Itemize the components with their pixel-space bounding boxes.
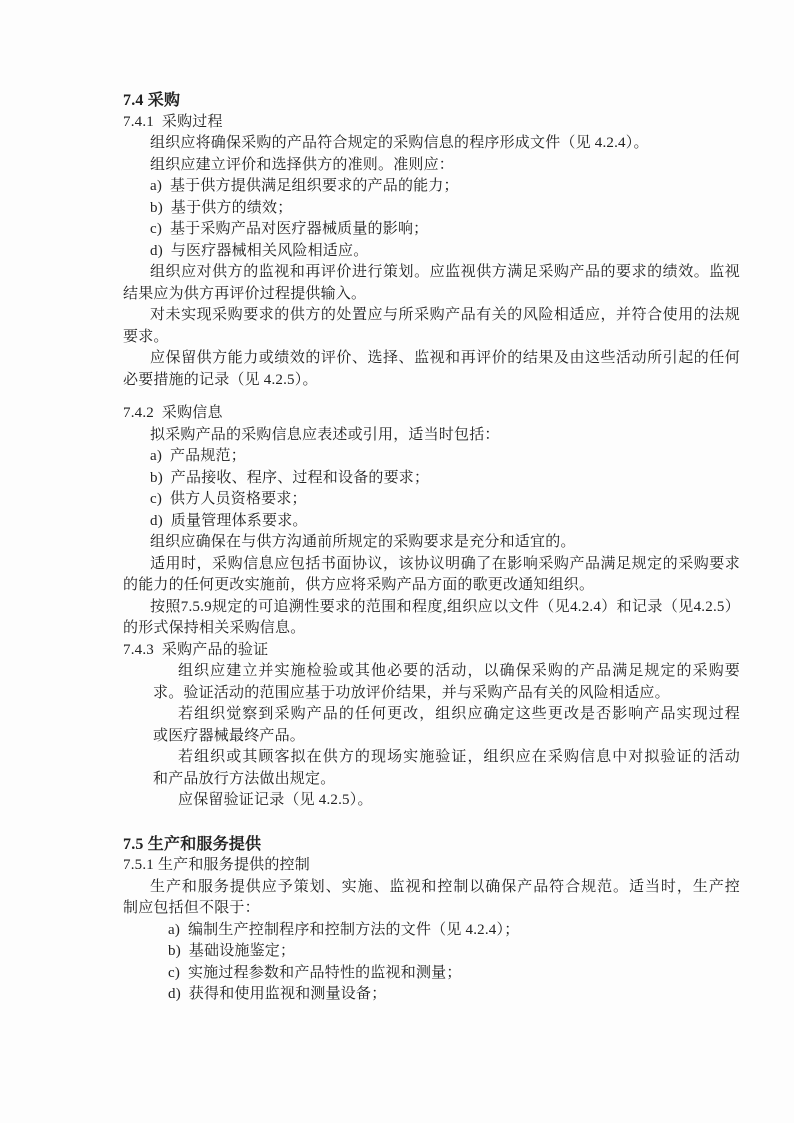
section-heading-7-4: 7.4 采购	[123, 92, 181, 109]
paragraph-line: 对未实现采购要求的供方的处置应与所采购产品有关的风险相适应，并符合使用的法规	[150, 307, 740, 323]
list-item-c: c) 实施过程参数和产品特性的监视和测量；	[168, 964, 462, 981]
paragraph-line: 组织应将确保采购的产品符合规定的采购信息的程序形成文件（见 4.2.4）。	[150, 135, 649, 151]
paragraph-line: 要求。	[123, 328, 169, 345]
subsection-heading-7-5-1: 7.5.1 生产和服务提供的控制	[123, 857, 310, 873]
list-item-a: a) 编制生产控制程序和控制方法的文件（见 4.2.4）；	[168, 921, 520, 938]
paragraph-line: 组织应建立并实施检验或其他必要的活动，以确保采购的产品满足规定的采购要	[178, 663, 740, 679]
list-item-b: b) 基础设施鉴定；	[168, 943, 296, 959]
paragraph-line: 适用时，采购信息应包括书面协议，该协议明确了在影响采购产品满足规定的采购要求	[150, 555, 740, 572]
paragraph-line: 结果应为供方再评价过程提供输入。	[123, 285, 367, 302]
list-item-b: b) 产品接收、程序、过程和设备的要求；	[150, 469, 430, 486]
section-heading-7-5: 7.5 生产和服务提供	[123, 835, 262, 853]
paragraph-line: 若组织觉察到采购产品的任何更改，组织应确定这些更改是否影响产品实现过程	[178, 706, 740, 722]
paragraph-line: 拟采购产品的采购信息应表述或引用，适当时包括：	[150, 426, 500, 443]
paragraph-line: 组织应建立评价和选择供方的准则。准则应：	[150, 156, 455, 173]
list-item-d: d) 质量管理体系要求。	[150, 512, 308, 529]
paragraph-line: 若组织或其顾客拟在供方的现场实施验证，组织应在采购信息中对拟验证的活动	[178, 749, 740, 765]
paragraph-line: 或医疗器械最终产品。	[153, 727, 306, 744]
list-item-c: c) 基于采购产品对医疗器械质量的影响；	[150, 221, 429, 237]
list-item-a: a) 产品规范；	[150, 448, 246, 464]
list-item-a: a) 基于供方提供满足组织要求的产品的能力；	[150, 178, 459, 194]
paragraph-line: 和产品放行方法做出规定。	[153, 770, 336, 787]
section-spacer	[123, 812, 740, 834]
paragraph-line: 的形式保持相关采购信息。	[123, 620, 306, 636]
subsection-heading-7-4-1: 7.4.1 采购过程	[123, 113, 223, 130]
paragraph-line: 制应包括但不限于：	[123, 900, 260, 916]
list-item-d: d) 获得和使用监视和测量设备；	[168, 986, 387, 1002]
paragraph-line: 求。验证活动的范围应基于功放评价结果，并与采购产品有关的风险相适应。	[153, 684, 670, 701]
paragraph-line: 应保留供方能力或绩效的评价、选择、监视和再评价的结果及由这些活动所引起的任何	[150, 350, 740, 366]
subsection-heading-7-4-3: 7.4.3 采购产品的验证	[123, 641, 269, 658]
paragraph-line: 必要措施的记录（见 4.2.5）。	[123, 371, 318, 388]
paragraph-line: 按照7.5.9规定的可追溯性要求的范围和程度,组织应以文件（见4.2.4）和记录（见4.2.5）	[150, 598, 740, 615]
paragraph-line: 的能力的任何更改实施前，供方应将采购产品方面的歌更改通知组织。	[123, 577, 595, 593]
list-item-d: d) 与医疗器械相关风险相适应。	[150, 242, 369, 259]
subsection-heading-7-4-2: 7.4.2 采购信息	[123, 405, 223, 421]
section-spacer	[123, 391, 740, 403]
paragraph-line: 组织应确保在与供方沟通前所规定的采购要求是充分和适宜的。	[150, 534, 576, 550]
list-item-b: b) 基于供方的绩效；	[150, 199, 293, 216]
paragraph-line: 生产和服务提供应予策划、实施、监视和控制以确保产品符合规范。适当时，生产控	[150, 878, 740, 895]
list-item-c: c) 供方人员资格要求；	[150, 491, 307, 507]
paragraph-line: 应保留验证记录（见 4.2.5）。	[178, 792, 373, 808]
paragraph-line: 组织应对供方的监视和再评价进行策划。应监视供方满足采购产品的要求的绩效。监视	[150, 264, 740, 280]
document-content	[123, 90, 740, 1006]
